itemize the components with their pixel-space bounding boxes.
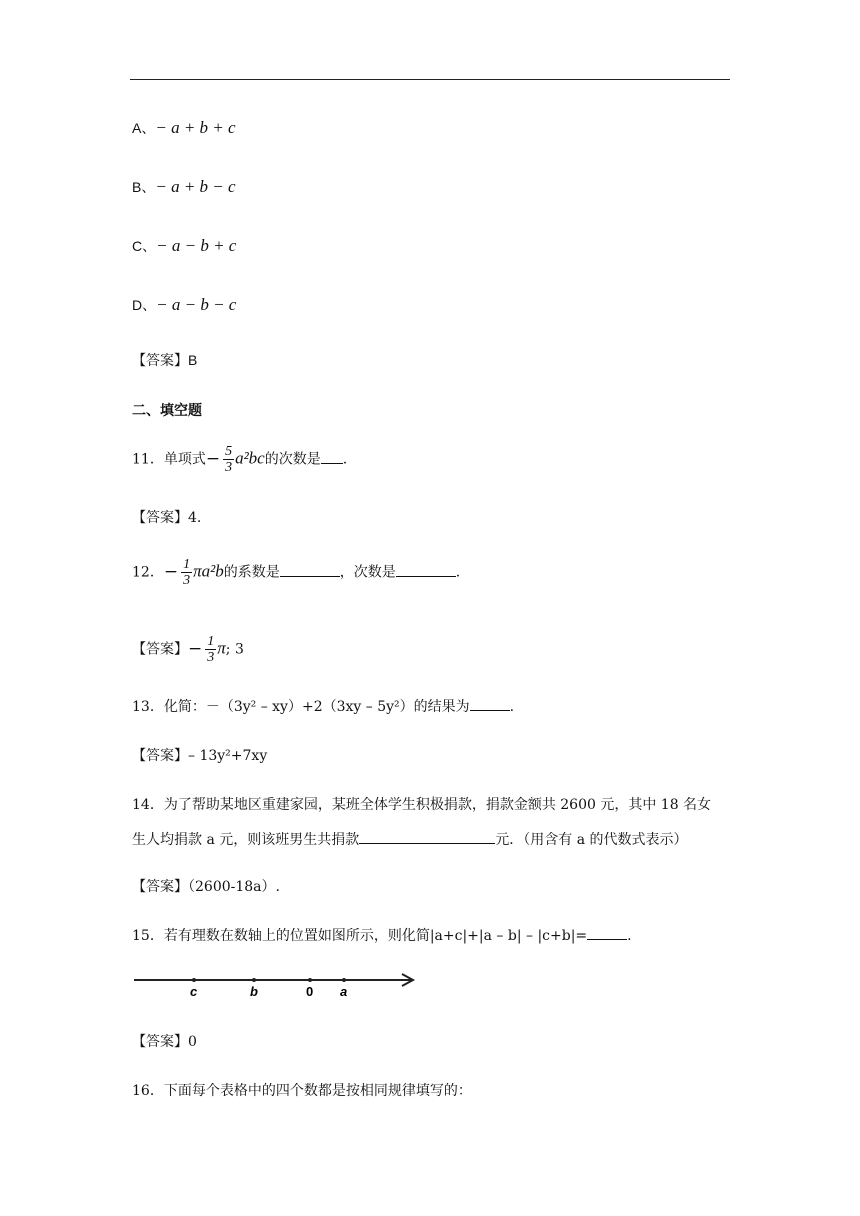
fraction: $\frac{5}{3}$ [225, 444, 233, 475]
label-zero: 0 [306, 984, 314, 999]
label-c: c [190, 984, 198, 999]
choice-d: D、− a − b − c [132, 295, 237, 314]
answer-blank [470, 696, 510, 711]
question-14-line-2: 生人均捐款 a 元，则该班男生共捐款 元．（用含有 a 的代数式表示） [132, 829, 688, 849]
answer-11: 【答案】4. [132, 510, 202, 526]
choice-c: C、− a − b + c [132, 236, 237, 255]
label-a: a [340, 984, 348, 999]
answer-14: 【答案】（2600-18a）. [132, 879, 280, 895]
question-14-line-1: 14．为了帮助某地区重建家园，某班全体学生积极捐款，捐款金额共 2600 元，其中 18 名女 [132, 797, 712, 813]
answer-13: 【答案】– 13y²+7xy [132, 748, 268, 764]
choice-b: B、− a + b − c [132, 177, 236, 196]
header-rule [130, 79, 730, 80]
answer-blank [587, 925, 627, 940]
fraction: $\frac{1}{3}$ [207, 634, 215, 665]
answer-blank [280, 562, 340, 577]
label-b: b [250, 984, 258, 999]
answer-blank [321, 449, 343, 464]
question-15: 15．若有理数在数轴上的位置如图所示，则化简|a+c|+|a – b| – |c+b|= . [132, 925, 632, 945]
number-line-figure [130, 968, 420, 1000]
answer-blank [396, 562, 456, 577]
point-c [192, 978, 196, 982]
point-b [252, 978, 256, 982]
question-12: 12．− $\frac{1}{3}$ πa²b的系数是 ，次数是 . [132, 557, 461, 588]
question-16: 16．下面每个表格中的四个数都是按相同规律填写的： [132, 1083, 472, 1099]
answer-15: 【答案】0 [132, 1034, 197, 1050]
question-11: 11．单项式− $\frac{5}{3}$ a²bc的次数是 . [132, 444, 348, 475]
answer-12: 【答案】− $\frac{1}{3}$ π; 3 [132, 634, 244, 665]
section-title: 二、填空题 [132, 403, 202, 419]
point-a [342, 978, 346, 982]
choice-a: A、− a + b + c [132, 118, 236, 137]
answer-10: 【答案】B [132, 352, 198, 369]
answer-blank [359, 829, 495, 844]
point-zero [308, 978, 312, 982]
fraction: $\frac{1}{3}$ [183, 557, 191, 588]
question-13: 13．化简：－（3y² – xy）+2（3xy – 5y²）的结果为 . [132, 696, 514, 716]
